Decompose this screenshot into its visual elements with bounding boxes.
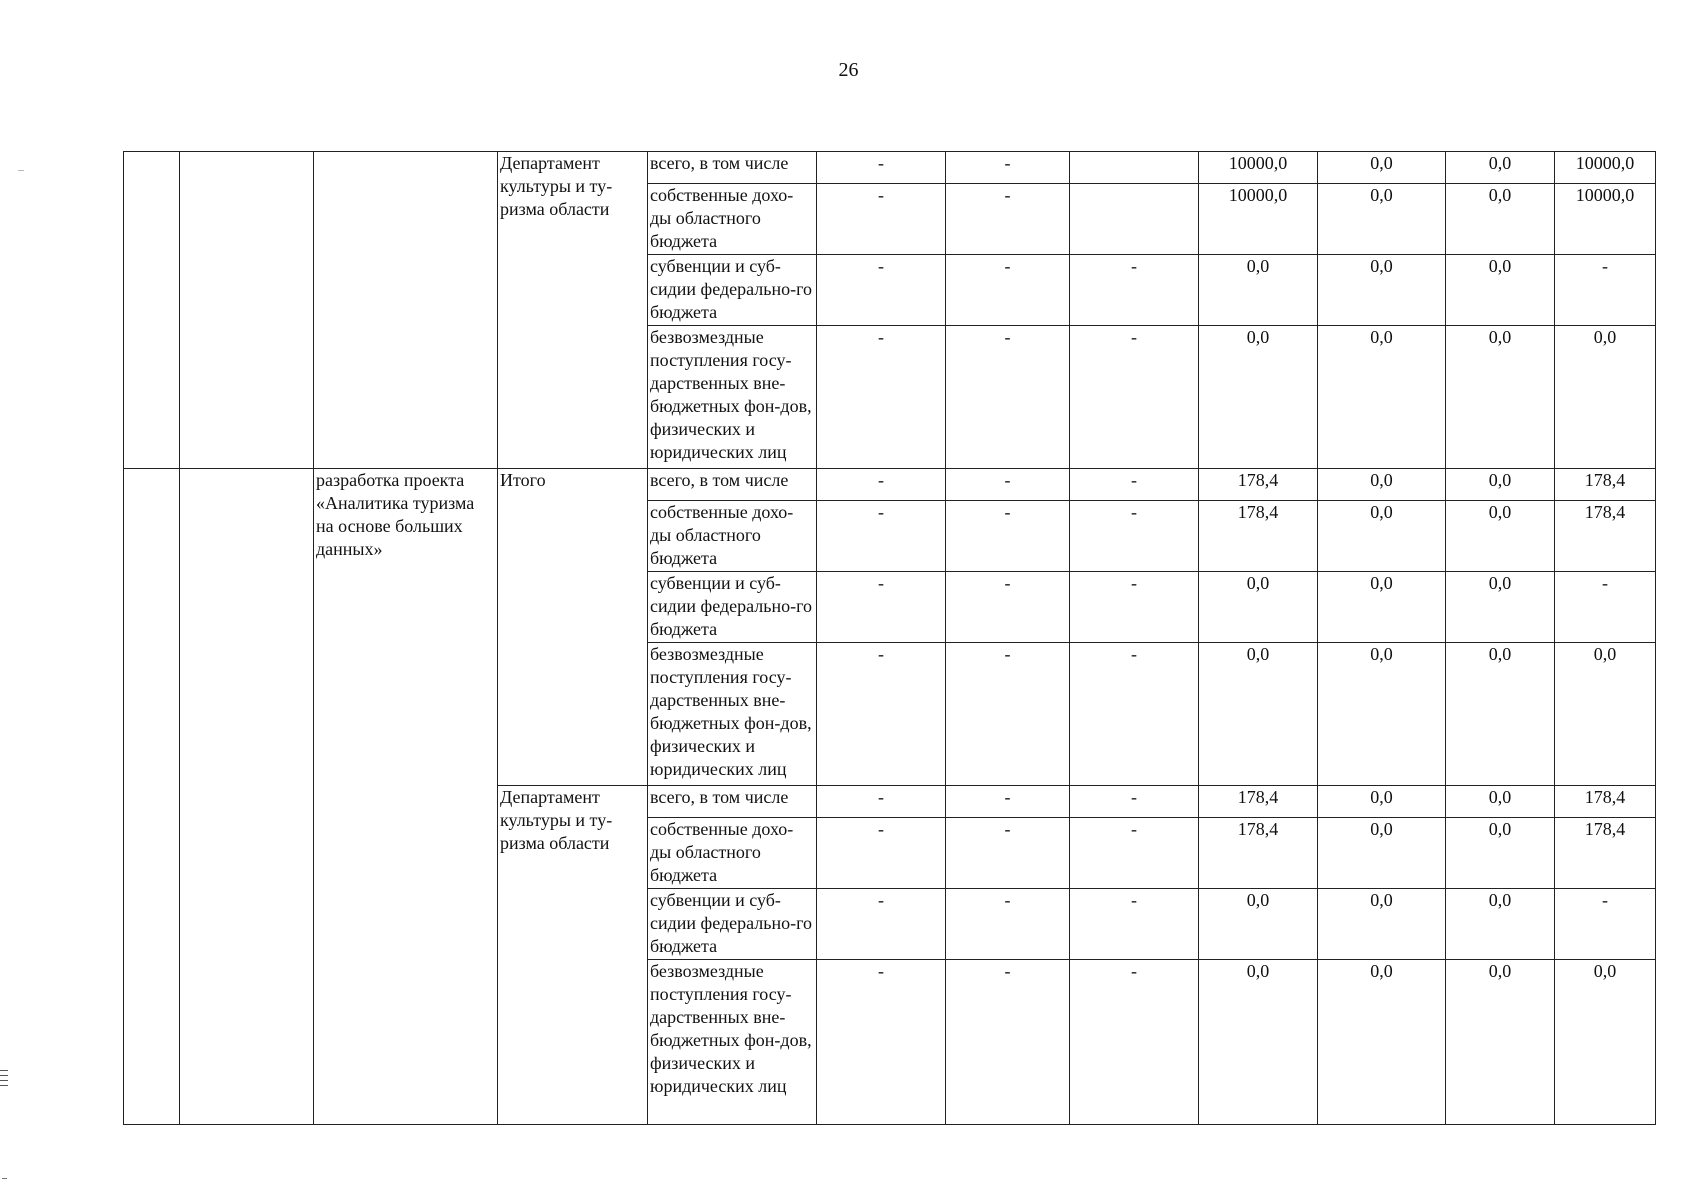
value-cell: 178,4 <box>1555 469 1656 501</box>
funding-source-cell: собственные дохо-ды областного бюджета <box>648 184 817 255</box>
value-cell: - <box>946 786 1070 818</box>
value-cell: 0,0 <box>1446 184 1555 255</box>
scan-artifact <box>0 1070 8 1090</box>
value-cell: - <box>946 184 1070 255</box>
item-name-cell: разработка проекта «Аналитика туризма на основе больших данных» <box>314 469 498 1125</box>
funding-source-cell: собственные дохо-ды областного бюджета <box>648 501 817 572</box>
value-cell: 10000,0 <box>1555 152 1656 184</box>
scan-artifact <box>18 170 24 171</box>
value-cell: 0,0 <box>1555 960 1656 1125</box>
value-cell: - <box>1070 469 1199 501</box>
value-cell: - <box>1070 889 1199 960</box>
value-cell: - <box>1070 960 1199 1125</box>
value-cell: - <box>817 469 946 501</box>
value-cell: 10000,0 <box>1199 184 1318 255</box>
value-cell: - <box>946 469 1070 501</box>
row-number-cell <box>124 469 180 1125</box>
value-cell: 0,0 <box>1555 326 1656 469</box>
value-cell: 0,0 <box>1555 643 1656 786</box>
value-cell: - <box>817 501 946 572</box>
value-cell: 0,0 <box>1446 326 1555 469</box>
page-number: 26 <box>838 59 859 81</box>
value-cell: - <box>817 326 946 469</box>
value-cell: 0,0 <box>1199 326 1318 469</box>
value-cell: - <box>1070 501 1199 572</box>
table-row <box>124 469 1656 501</box>
value-cell: 0,0 <box>1318 818 1446 889</box>
item-code-cell <box>180 469 314 1125</box>
value-cell: 0,0 <box>1446 643 1555 786</box>
value-cell: - <box>946 818 1070 889</box>
value-cell: 0,0 <box>1318 255 1446 326</box>
value-cell: - <box>817 184 946 255</box>
value-cell: 0,0 <box>1318 889 1446 960</box>
value-cell: - <box>1070 643 1199 786</box>
value-cell: 0,0 <box>1446 786 1555 818</box>
funding-source-cell: субвенции и суб-сидии федерально-го бюджета <box>648 889 817 960</box>
value-cell: 0,0 <box>1446 501 1555 572</box>
row-number-cell <box>124 152 180 469</box>
value-cell: 178,4 <box>1555 818 1656 889</box>
value-cell: - <box>1070 786 1199 818</box>
value-cell: 0,0 <box>1199 889 1318 960</box>
value-cell: 0,0 <box>1318 572 1446 643</box>
scan-artifact <box>2 1178 7 1179</box>
value-cell: - <box>817 786 946 818</box>
value-cell: - <box>946 255 1070 326</box>
value-cell: 10000,0 <box>1555 184 1656 255</box>
funding-source-cell: безвозмездные поступления госу-дарственных вне-бюджетных фон-дов, физических и юридических лиц <box>648 643 817 786</box>
organization-cell: Департамент культуры и ту-ризма области <box>498 152 648 469</box>
value-cell: - <box>817 889 946 960</box>
value-cell: 178,4 <box>1555 501 1656 572</box>
value-cell: 0,0 <box>1199 572 1318 643</box>
value-cell: - <box>946 501 1070 572</box>
value-cell: - <box>1070 572 1199 643</box>
budget-table <box>123 151 1656 1125</box>
funding-source-cell: всего, в том числе <box>648 152 817 184</box>
funding-source-cell: всего, в том числе <box>648 469 817 501</box>
value-cell: 0,0 <box>1318 326 1446 469</box>
value-cell: 0,0 <box>1199 643 1318 786</box>
value-cell: - <box>1070 326 1199 469</box>
table-row <box>124 152 1656 184</box>
value-cell: 0,0 <box>1318 786 1446 818</box>
value-cell: - <box>1555 572 1656 643</box>
value-cell: 0,0 <box>1446 152 1555 184</box>
funding-source-cell: безвозмездные поступления госу-дарственных вне-бюджетных фон-дов, физических и юридических лиц <box>648 326 817 469</box>
value-cell: 0,0 <box>1318 152 1446 184</box>
value-cell: - <box>817 255 946 326</box>
item-code-cell <box>180 152 314 469</box>
value-cell: 10000,0 <box>1199 152 1318 184</box>
value-cell <box>1070 152 1199 184</box>
value-cell: - <box>817 572 946 643</box>
value-cell: 0,0 <box>1318 184 1446 255</box>
value-cell: - <box>817 818 946 889</box>
value-cell: - <box>817 960 946 1125</box>
value-cell: 0,0 <box>1318 960 1446 1125</box>
organization-cell: Итого <box>498 469 648 786</box>
funding-source-cell: субвенции и суб-сидии федерально-го бюджета <box>648 255 817 326</box>
funding-source-cell: собственные дохо-ды областного бюджета <box>648 818 817 889</box>
value-cell: 178,4 <box>1555 786 1656 818</box>
value-cell: - <box>1070 255 1199 326</box>
value-cell: 0,0 <box>1318 643 1446 786</box>
value-cell: 178,4 <box>1199 818 1318 889</box>
value-cell: - <box>946 152 1070 184</box>
value-cell: 178,4 <box>1199 786 1318 818</box>
value-cell: - <box>817 152 946 184</box>
value-cell: - <box>1555 255 1656 326</box>
value-cell: - <box>946 572 1070 643</box>
value-cell: 0,0 <box>1199 960 1318 1125</box>
value-cell: - <box>946 326 1070 469</box>
value-cell: 0,0 <box>1199 255 1318 326</box>
item-name-cell <box>314 152 498 469</box>
value-cell: 178,4 <box>1199 501 1318 572</box>
funding-source-cell: безвозмездные поступления госу-дарственных вне-бюджетных фон-дов, физических и юридических лиц <box>648 960 817 1125</box>
organization-cell: Департамент культуры и ту-ризма области <box>498 786 648 1125</box>
value-cell: 0,0 <box>1446 572 1555 643</box>
value-cell: - <box>817 643 946 786</box>
value-cell: - <box>946 960 1070 1125</box>
value-cell: 0,0 <box>1446 889 1555 960</box>
funding-source-cell: субвенции и суб-сидии федерально-го бюджета <box>648 572 817 643</box>
value-cell: - <box>1555 889 1656 960</box>
value-cell: - <box>946 643 1070 786</box>
value-cell: 0,0 <box>1446 960 1555 1125</box>
value-cell: 0,0 <box>1318 501 1446 572</box>
value-cell: 0,0 <box>1446 255 1555 326</box>
value-cell: - <box>946 889 1070 960</box>
funding-source-cell: всего, в том числе <box>648 786 817 818</box>
value-cell: 0,0 <box>1318 469 1446 501</box>
value-cell: - <box>1070 818 1199 889</box>
value-cell: 178,4 <box>1199 469 1318 501</box>
value-cell: 0,0 <box>1446 469 1555 501</box>
value-cell <box>1070 184 1199 255</box>
value-cell: 0,0 <box>1446 818 1555 889</box>
